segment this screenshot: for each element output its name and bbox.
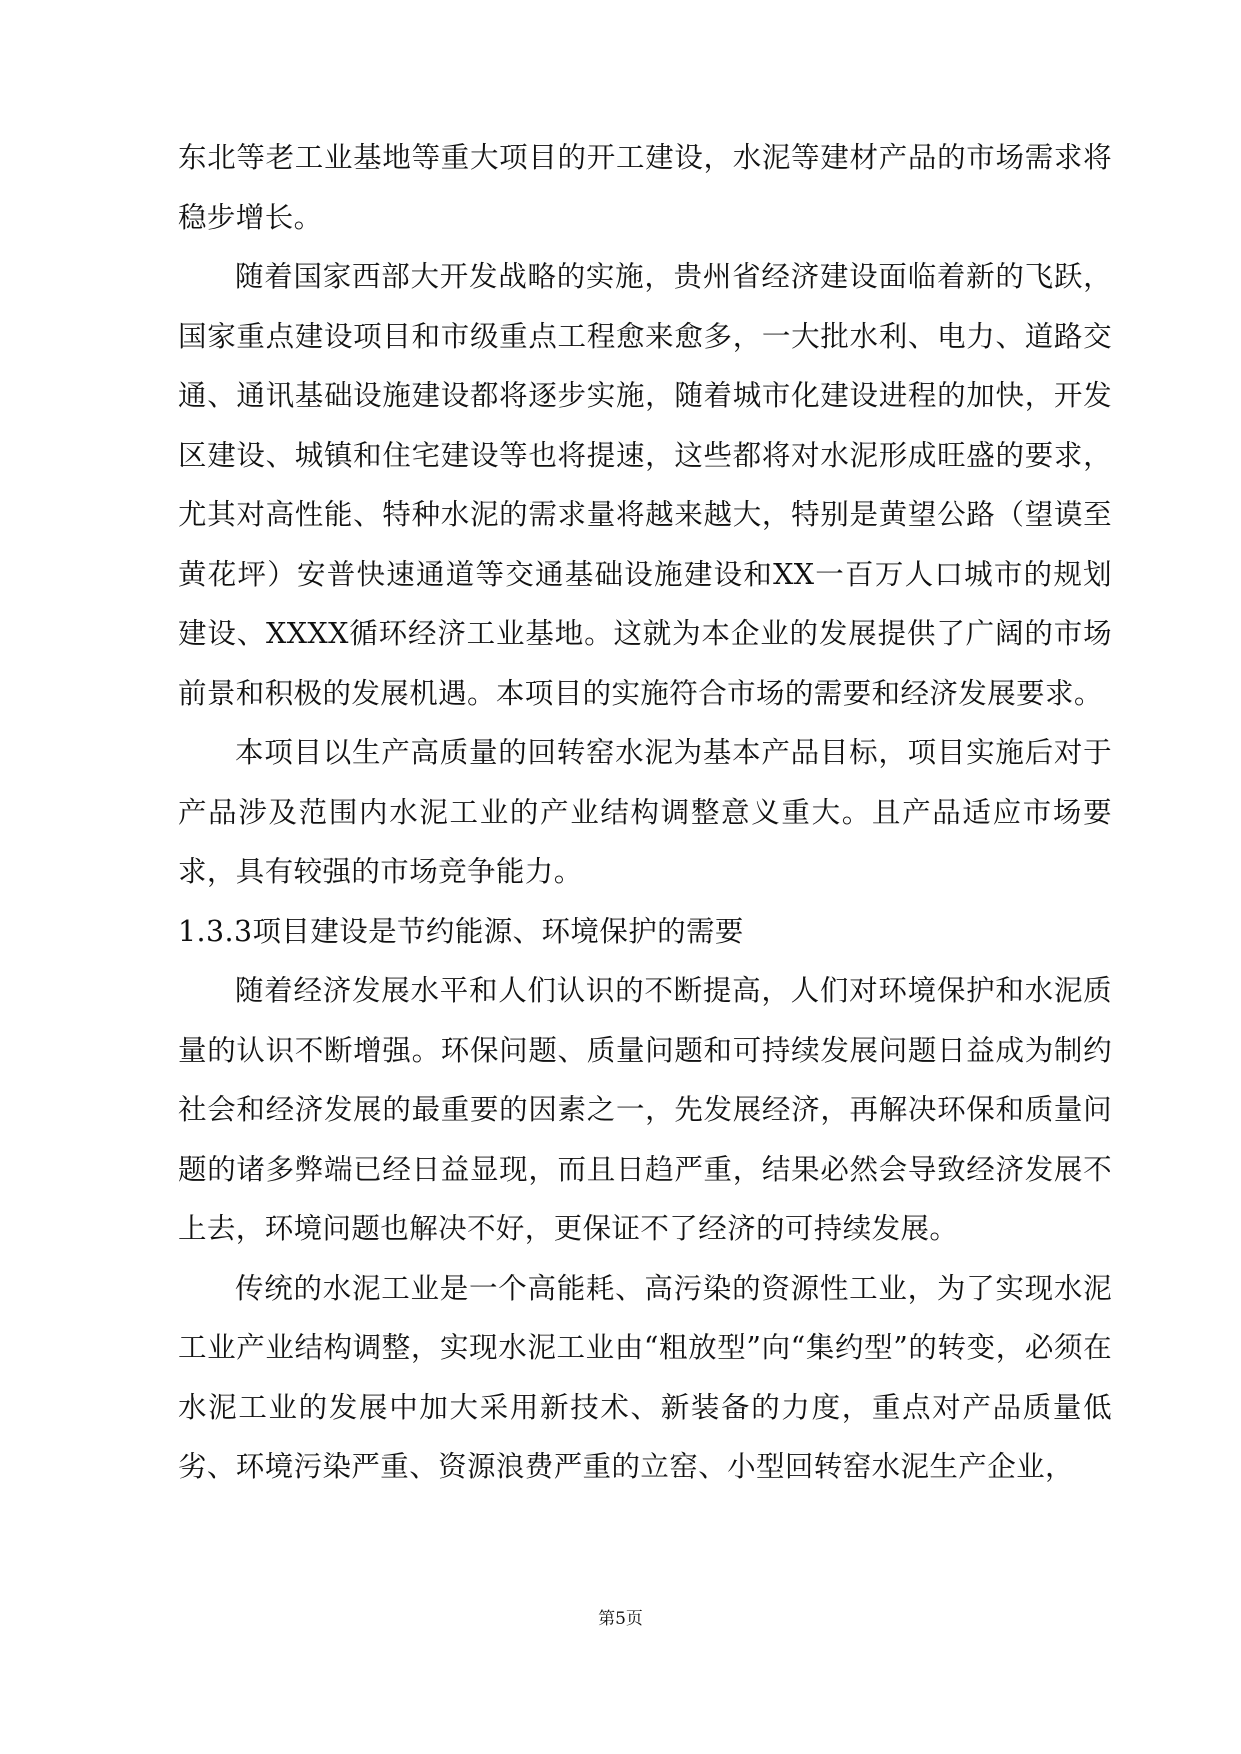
page-number: 第5页 — [598, 1609, 643, 1629]
paragraph-continued: 东北等老工业基地等重大项目的开工建设，水泥等建材产品的市场需求将稳步增长。 — [178, 141, 1112, 234]
paragraph-environment-awareness: 随着经济发展水平和人们认识的不断提高，人们对环境保护和水泥质量的认识不断增强。环保问题、质量问题和可持续发展问题日益成为制约社会和经济发展的最重要的因素之一，先发展经济，再解决环保和质量问题的诸多弊端已经日益显现，而且日趋严重，结果必然会导致经济发展不上去，环境问题也解决不好，更保证不了经济的可持续发展。 — [178, 974, 1112, 1245]
paragraph-project-goal: 本项目以生产高质量的回转窑水泥为基本产品目标，项目实施后对于产品涉及范围内水泥工业的产业结构调整意义重大。且产品适应市场要求，具有较强的市场竞争能力。 — [178, 736, 1112, 888]
section-heading: 1.3.3项目建设是节约能源、环境保护的需要 — [178, 914, 744, 948]
document-body — [178, 128, 1112, 1497]
paragraph-western-development: 随着国家西部大开发战略的实施，贵州省经济建设面临着新的飞跃，国家重点建设项目和市级重点工程愈来愈多，一大批水利、电力、道路交通、通讯基础设施建设都将逐步实施，随着城市化建设进程的加快，开发区建设、城镇和住宅建设等也将提速，这些都将对水泥形成旺盛的要求，尤其对高性能、特种水泥的需求量将越来越大，特别是黄望公路（望谟至黄花坪）安普快速通道等交通基础设施建设和XX一百万人口城市的规划建设、XXXX循环经济工业基地。这就为本企业的发展提供了广阔的市场前景和积极的发展机遇。本项目的实施符合市场的需要和经济发展要求。 — [178, 260, 1112, 710]
paragraph-traditional-cement: 传统的水泥工业是一个高能耗、高污染的资源性工业，为了实现水泥工业产业结构调整，实现水泥工业由“粗放型”向“集约型”的转变，必须在水泥工业的发展中加大采用新技术、新装备的力度，重点对产品质量低劣、环境污染严重、资源浪费严重的立窑、小型回转窑水泥生产企业， — [178, 1271, 1112, 1483]
